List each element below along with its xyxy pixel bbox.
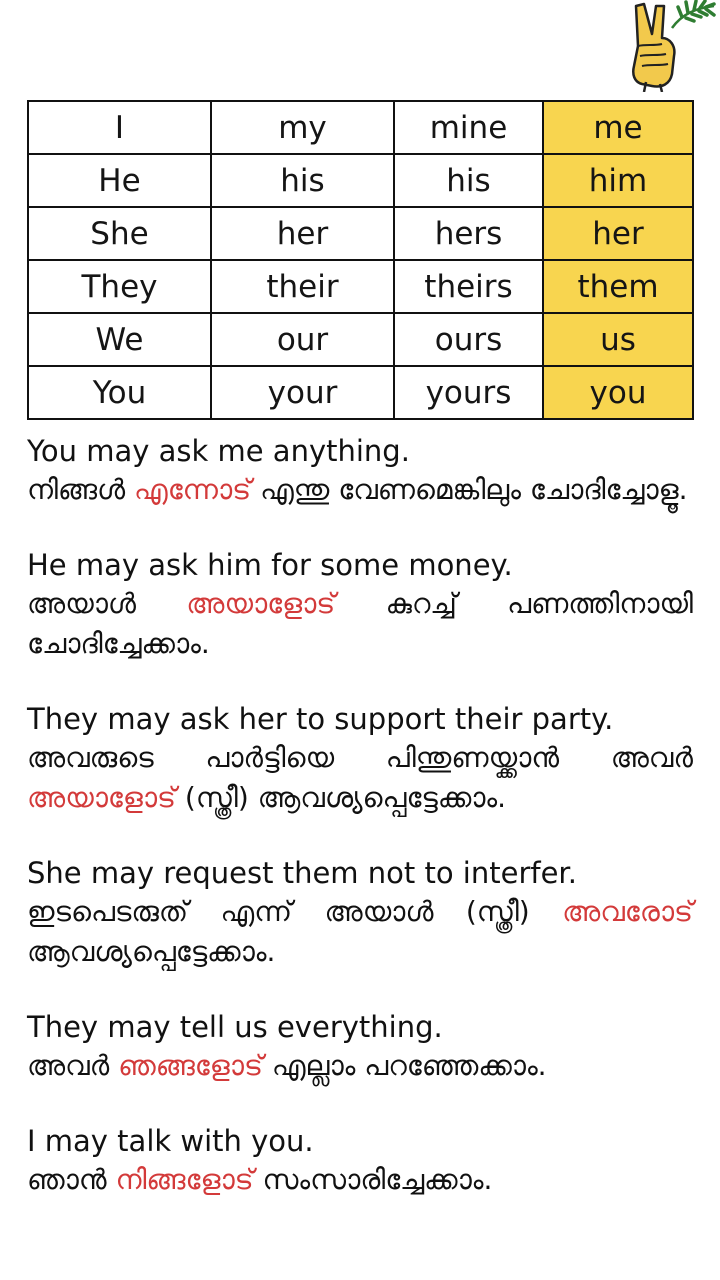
table-row: [28, 366, 693, 419]
object-pronoun-cell: you: [543, 366, 693, 419]
malayalam-translation: [27, 892, 693, 972]
example-list: [27, 432, 693, 1236]
translation-text: ഞാൻ: [27, 1163, 116, 1196]
english-sentence: They may tell us everything.: [27, 1010, 443, 1044]
subject-pronoun-cell: We: [28, 313, 211, 366]
translation-text: സംസാരിച്ചേക്കാം.: [253, 1163, 493, 1196]
translation-text: നിങ്ങൾ: [27, 473, 135, 506]
object-pronoun-highlight: എന്നോട്: [134, 473, 252, 506]
malayalam-translation: [27, 470, 693, 510]
possessive-adjective-cell: their: [211, 260, 394, 313]
example-block: [27, 1008, 693, 1086]
translation-text: കുറച്ച് പണത്തിനായി ചോദിച്ചേക്കാം.: [27, 587, 693, 660]
english-sentence: He may ask him for some money.: [27, 548, 513, 582]
translation-text: ആവശ്യപ്പെട്ടേക്കാം.: [27, 935, 276, 968]
possessive-pronoun-cell: mine: [394, 101, 543, 154]
possessive-adjective-cell: her: [211, 207, 394, 260]
possessive-pronoun-cell: yours: [394, 366, 543, 419]
table-row: [28, 207, 693, 260]
possessive-pronoun-cell: theirs: [394, 260, 543, 313]
possessive-pronoun-cell: ours: [394, 313, 543, 366]
english-sentence: I may talk with you.: [27, 1124, 314, 1158]
english-sentence: They may ask her to support their party.: [27, 702, 614, 736]
malayalam-translation: [27, 738, 693, 818]
translation-text: അവർ: [27, 1049, 119, 1082]
translation-text: എല്ലാം പറഞ്ഞേക്കാം.: [262, 1049, 547, 1082]
possessive-adjective-cell: our: [211, 313, 394, 366]
english-sentence: She may request them not to interfer.: [27, 856, 577, 890]
possessive-pronoun-cell: his: [394, 154, 543, 207]
example-block: [27, 432, 693, 510]
possessive-adjective-cell: your: [211, 366, 394, 419]
subject-pronoun-cell: You: [28, 366, 211, 419]
object-pronoun-cell: us: [543, 313, 693, 366]
object-pronoun-highlight: അയാളോട്: [27, 781, 177, 814]
object-pronoun-highlight: അവരോട്: [562, 895, 693, 928]
table-row: [28, 154, 693, 207]
table-row: [28, 101, 693, 154]
malayalam-translation: [27, 584, 693, 664]
table-row: [28, 313, 693, 366]
example-block: [27, 700, 693, 818]
subject-pronoun-cell: I: [28, 101, 211, 154]
possessive-pronoun-cell: hers: [394, 207, 543, 260]
object-pronoun-cell: him: [543, 154, 693, 207]
object-pronoun-highlight: നിങ്ങളോട്: [115, 1163, 254, 1196]
table-row: [28, 260, 693, 313]
object-pronoun-cell: me: [543, 101, 693, 154]
translation-text: ഇടപെടരുത് എന്ന് അയാൾ (സ്ത്രീ): [27, 895, 563, 928]
pronoun-table: [27, 100, 694, 420]
object-pronoun-cell: them: [543, 260, 693, 313]
example-block: [27, 546, 693, 664]
translation-text: എന്തു വേണമെങ്കിലും ചോദിച്ചോളൂ.: [251, 473, 688, 506]
possessive-adjective-cell: my: [211, 101, 394, 154]
subject-pronoun-cell: He: [28, 154, 211, 207]
example-block: [27, 1122, 693, 1200]
translation-text: (സ്ത്രീ) ആവശ്യപ്പെട്ടേക്കാം.: [176, 781, 507, 814]
english-sentence: You may ask me anything.: [27, 434, 410, 468]
object-pronoun-highlight: ഞങ്ങളോട്: [118, 1049, 263, 1082]
subject-pronoun-cell: She: [28, 207, 211, 260]
example-block: [27, 854, 693, 972]
subject-pronoun-cell: They: [28, 260, 211, 313]
translation-text: അയാൾ: [27, 587, 187, 620]
malayalam-translation: [27, 1160, 693, 1200]
object-pronoun-highlight: അയാളോട്: [186, 587, 336, 620]
object-pronoun-cell: her: [543, 207, 693, 260]
possessive-adjective-cell: his: [211, 154, 394, 207]
peace-hand-icon: [622, 0, 718, 92]
malayalam-translation: [27, 1046, 693, 1086]
translation-text: അവരുടെ പാർട്ടിയെ പിന്തുണയ്ക്കാൻ അവർ: [27, 741, 693, 774]
